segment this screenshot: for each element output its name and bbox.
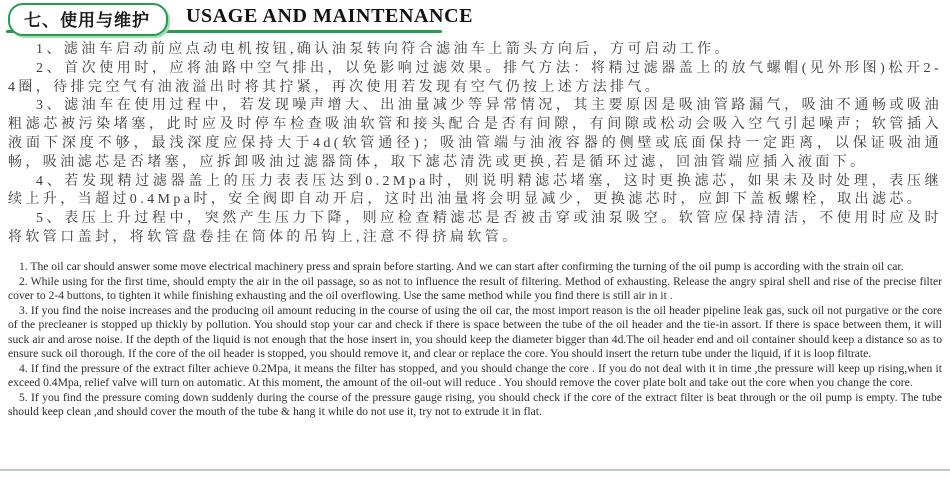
chinese-item-2: 2、首次使用时，应将油路中空气排出，以免影响过滤效果。排气方法：将精过滤器盖上的放气螺帽(见外形图)松开2-4圈，待排完空气有油液溢出时将其拧紧，再次使用若发现有空气仍按上述方法排气。 xyxy=(8,60,942,95)
section-header xyxy=(8,2,950,36)
chinese-item-1: 1、滤油车启动前应点动电机按钮,确认油泵转向符合滤油车上箭头方向后，方可启动工作。 xyxy=(36,42,732,57)
english-item-1: 1. The oil car should answer some move electrical machinery press and sprain before starting. And we can start after confirming the turning of the oil pump is according with the strain oil car. xyxy=(19,260,904,273)
section-badge-chinese: 七、使用与维护 xyxy=(8,3,168,36)
chinese-item-3: 3、滤油车在使用过程中，若发现噪声增大、出油量减少等异常情况，其主要原因是吸油管路漏气，吸油不通畅或吸油粗滤芯被污染堵塞，此时应及时停车检查吸油软管和接头配合是否有间隙，有间隙或松动会吸入空气引起噪声；软管插入液面下深度不够，最浅深度应保持大于4d(软管通径)；吸油管端与油液容器的侧壁或底面保持一定距离，以保证吸油通畅，吸油滤芯是否堵塞，应拆卸吸油过滤器筒体，取下滤芯清洗或更换,若是循环过滤，回油管端应插入液面下。 xyxy=(8,98,942,170)
chinese-item-5: 5、表压上升过程中，突然产生压力下降，则应检查精滤芯是否被击穿或油泵吸空。软管应保持清洁，不使用时应及时将软管口盖封，将软管盘卷挂在筒体的吊钩上,注意不得挤扁软管。 xyxy=(8,211,942,245)
english-item-4: 4. If find the pressure of the extract filter achieve 0.2Mpa, it means the filter has stopped, and you should change the core . If you do not deal with it in time ,the pressure will keep up rising,when it exceed 0.4Mpa, relief valve will turn on automatic. At this moment, the amount of the oil-out will reduce . You should remove the cover plate bolt and take out the core when you change the core. xyxy=(8,361,942,389)
english-instructions xyxy=(8,260,942,420)
chinese-item-4: 4、若发现精过滤器盖上的压力表表压达到0.2Mpa时，则说明精滤芯堵塞，这时更换滤芯，如果未及时处理，表压继续上升，当超过0.4Mpa时，安全阀即自动开启，这时出油量将会明显减少，更换滤芯时，应卸下盖板螺栓，取出滤芯。 xyxy=(8,173,942,208)
chinese-instructions xyxy=(8,41,942,248)
english-item-2: 2. While using for the first time, should empty the air in the oil passage, so as not to influence the result of filtering. Method of exhausting. Release the angry spiral shell and rise of the precise filter cover to 2-4 buttons, to tighten it while finishing exhausting and the oil overflowing. Use the same method while you find there is still air in it . xyxy=(8,274,942,302)
english-item-3: 3. If you find the noise increases and the producing oil amount reducing in the course of using the oil car, the most import reason is the oil header pipeline leak gas, suck oil not purgative or the core of the precleaner is stopped up thickly by pollution. You should stop your car and check if there is space between the tube of the oil header and the tie-in assort. If there is space between them, it will suck air and arose noise. If the depth of the liquid is not enough that the hose insert in, you should keep the diameter bigger than 4d.The oil header end and oil container should keep a distance so as to ensure suck oil thorough. If the core of the oil header is stopped, you should remove it, and clear or replace the core. You should insert the return tube under the liquid, if it is loop filtrate. xyxy=(8,303,942,360)
english-item-5: 5. If you find the pressure coming down suddenly during the course of the pressure gauge rising, you should check if the core of the extract filter is beat through or the oil pump is empty. The tube should keep clean ,and should cover the mouth of the tube & hang it while do not use it, try not to extrude it in flat. xyxy=(8,390,942,418)
section-title-english: USAGE AND MAINTENANCE xyxy=(186,5,474,27)
bottom-divider xyxy=(0,469,950,471)
